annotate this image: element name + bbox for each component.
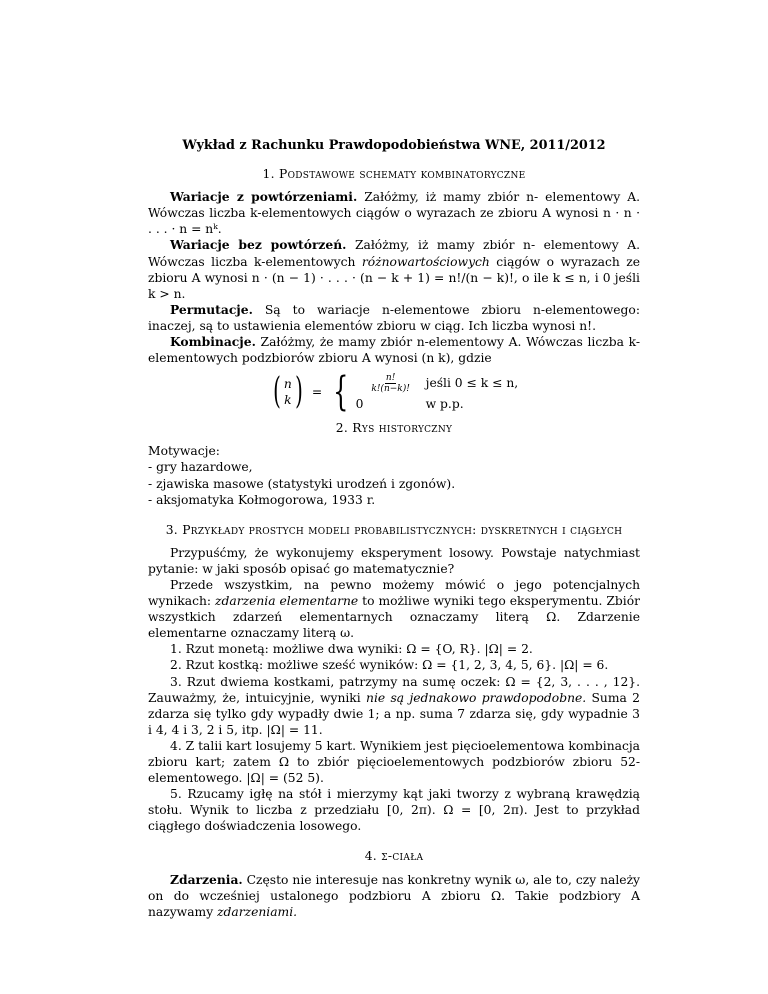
- paragraph-text: Załóżmy, że mamy zbiór n-elementowy A. Wówczas liczba k-elementowych podzbiorów zbioru A wynosi (n k), gdzie: [148, 335, 640, 366]
- fraction-numerator: n!: [385, 372, 396, 383]
- emphasis: zdarzenia elementarne: [215, 594, 359, 609]
- emphasis: zdarzeniami.: [217, 904, 298, 919]
- paragraph-text: Załóżmy, iż mamy zbiór n- elementowy A. Wówczas liczba k-elementowych ciągów o wyrazach ze zbioru A wynosi n · n · . . . · n = nᵏ.: [148, 190, 640, 237]
- paragraph-lead: Zdarzenia.: [170, 871, 243, 887]
- emphasis: nie są jednakowo prawdopodobne.: [366, 690, 587, 705]
- example-coin: 1. Rzut monetą: możliwe dwa wyniki: Ω = {O, R}. |Ω| = 2.: [170, 642, 533, 657]
- document-title: Wykład z Rachunku Prawdopodobieństwa WNE, 2011/2012: [182, 138, 606, 153]
- case-value-zero: 0: [355, 396, 364, 411]
- paragraph-lead: Kombinacje.: [170, 334, 256, 350]
- paragraph-text: Są to wariacje n-elementowe zbioru n-elementowego: inaczej, są to ustawienia elementów zbioru w ciąg. Ich liczba wynosi n!.: [148, 302, 640, 333]
- paragraph-intro: Przypuśćmy, że wykonujemy eksperyment losowy. Powstaje natychmiast pytanie: w jaki sposób opisać go matematycznie?: [148, 545, 640, 576]
- example-cards: 4. Z talii kart losujemy 5 kart. Wynikiem jest pięcioelementowa kombinacja zbioru kart; zatem Ω to zbiór pięcioelementowych podzbiorów zbioru 52-elementowego. |Ω| = (52 5).: [148, 738, 640, 786]
- paragraph-lead: Permutacje.: [170, 301, 253, 317]
- left-brace: {: [333, 369, 349, 416]
- paragraph-text: ciągów o wyrazach ze zbioru A wynosi n · (n − 1) · . . . · (n − k + 1) = n!/(n − k)!, o ile k ≤ n, i 0 jeśli k > n.: [148, 254, 641, 301]
- case-condition-1: jeśli 0 ≤ k ≤ n,: [425, 376, 519, 391]
- emphasis: różnowartościowych: [361, 254, 490, 269]
- section-heading-1: 1. Podstawowe schematy kombinatoryczne: [262, 167, 526, 182]
- paragraph-zdarzenia: Zdarzenia. Często nie interesuje nas konkretny wynik ω, ale to, czy należy on do wcześniej ustalonego podzbioru A zbioru Ω. Takie podzbiory A nazywamy zdarzeniami.: [148, 871, 640, 919]
- section-heading-3: 3. Przykłady prostych modeli probabilistycznych: dyskretnych i ciągłych: [165, 522, 623, 537]
- document-page: [148, 138, 640, 920]
- fraction: [356, 373, 426, 394]
- example-die: 2. Rzut kostką: możliwe sześć wyników: Ω = {1, 2, 3, 4, 5, 6}. |Ω| = 6.: [170, 658, 609, 673]
- list-item: - gry hazardowe,: [148, 460, 253, 475]
- list-item: Motywacje:: [148, 444, 220, 459]
- example-two-dice: 3. Rzut dwiema kostkami, patrzymy na sumę oczek: Ω = {2, 3, . . . , 12}. Zauważmy, że, intuicyjnie, wyniki nie są jednakowo prawdopodobne. Suma 2 zdarza się tylko gdy wypadły dwie 1; a np. suma 7 zdarza się, gdy wypadnie 3 i 4, 4 i 3, 2 i 5, itp. |Ω| = 11.: [148, 674, 640, 737]
- paragraph-permutacje: [148, 302, 640, 334]
- binomial-bottom: k: [284, 393, 292, 408]
- binomial-top: n: [283, 377, 292, 392]
- paragraph-wariacje-z-powtorzeniami: [148, 189, 640, 237]
- paragraph-lead: Wariacje z powtórzeniami.: [170, 189, 358, 205]
- list-item: - zjawiska masowe (statystyki urodzeń i zgonów).: [148, 476, 456, 491]
- list-item: - aksjomatyka Kołmogorowa, 1933 r.: [148, 492, 376, 507]
- case-condition-2: w p.p.: [425, 396, 464, 411]
- motivation-list: [148, 443, 640, 507]
- cases-block: [356, 373, 519, 412]
- section-heading-4: 4. σ-ciała: [364, 849, 424, 864]
- section-heading-2: 2. Rys historyczny: [335, 421, 453, 436]
- fraction-denominator: k!(n−k)!: [371, 383, 410, 394]
- paragraph-wariacje-bez-powtorzen: [148, 237, 640, 301]
- paragraph-kombinacje: [148, 334, 640, 366]
- binomial-formula: [148, 369, 640, 416]
- equals-sign: =: [311, 385, 323, 400]
- binomial-symbol: ( n k ): [273, 371, 303, 413]
- paragraph-lead: Wariacje bez powtórzeń.: [170, 237, 347, 253]
- paragraph-text: Załóżmy, iż mamy zbiór n- elementowy A. Wówczas liczba k-elementowych: [148, 238, 640, 269]
- example-needle: 5. Rzucamy igłę na stół i mierzymy kąt jaki tworzy z wybraną krawędzią stołu. Wynik to liczba z przedziału [0, 2π). Ω = [0, 2π). Jest to przykład ciągłego doświadczenia losowego.: [148, 787, 640, 834]
- paragraph-elementary-events: Przede wszystkim, na pewno możemy mówić o jego potencjalnych wynikach: zdarzenia elementarne to możliwe wyniki tego eksperymentu. Zbiór wszystkich zdarzeń elementarnych oznaczamy literą Ω. Zdarzenie elementarne oznaczamy literą ω.: [148, 577, 640, 641]
